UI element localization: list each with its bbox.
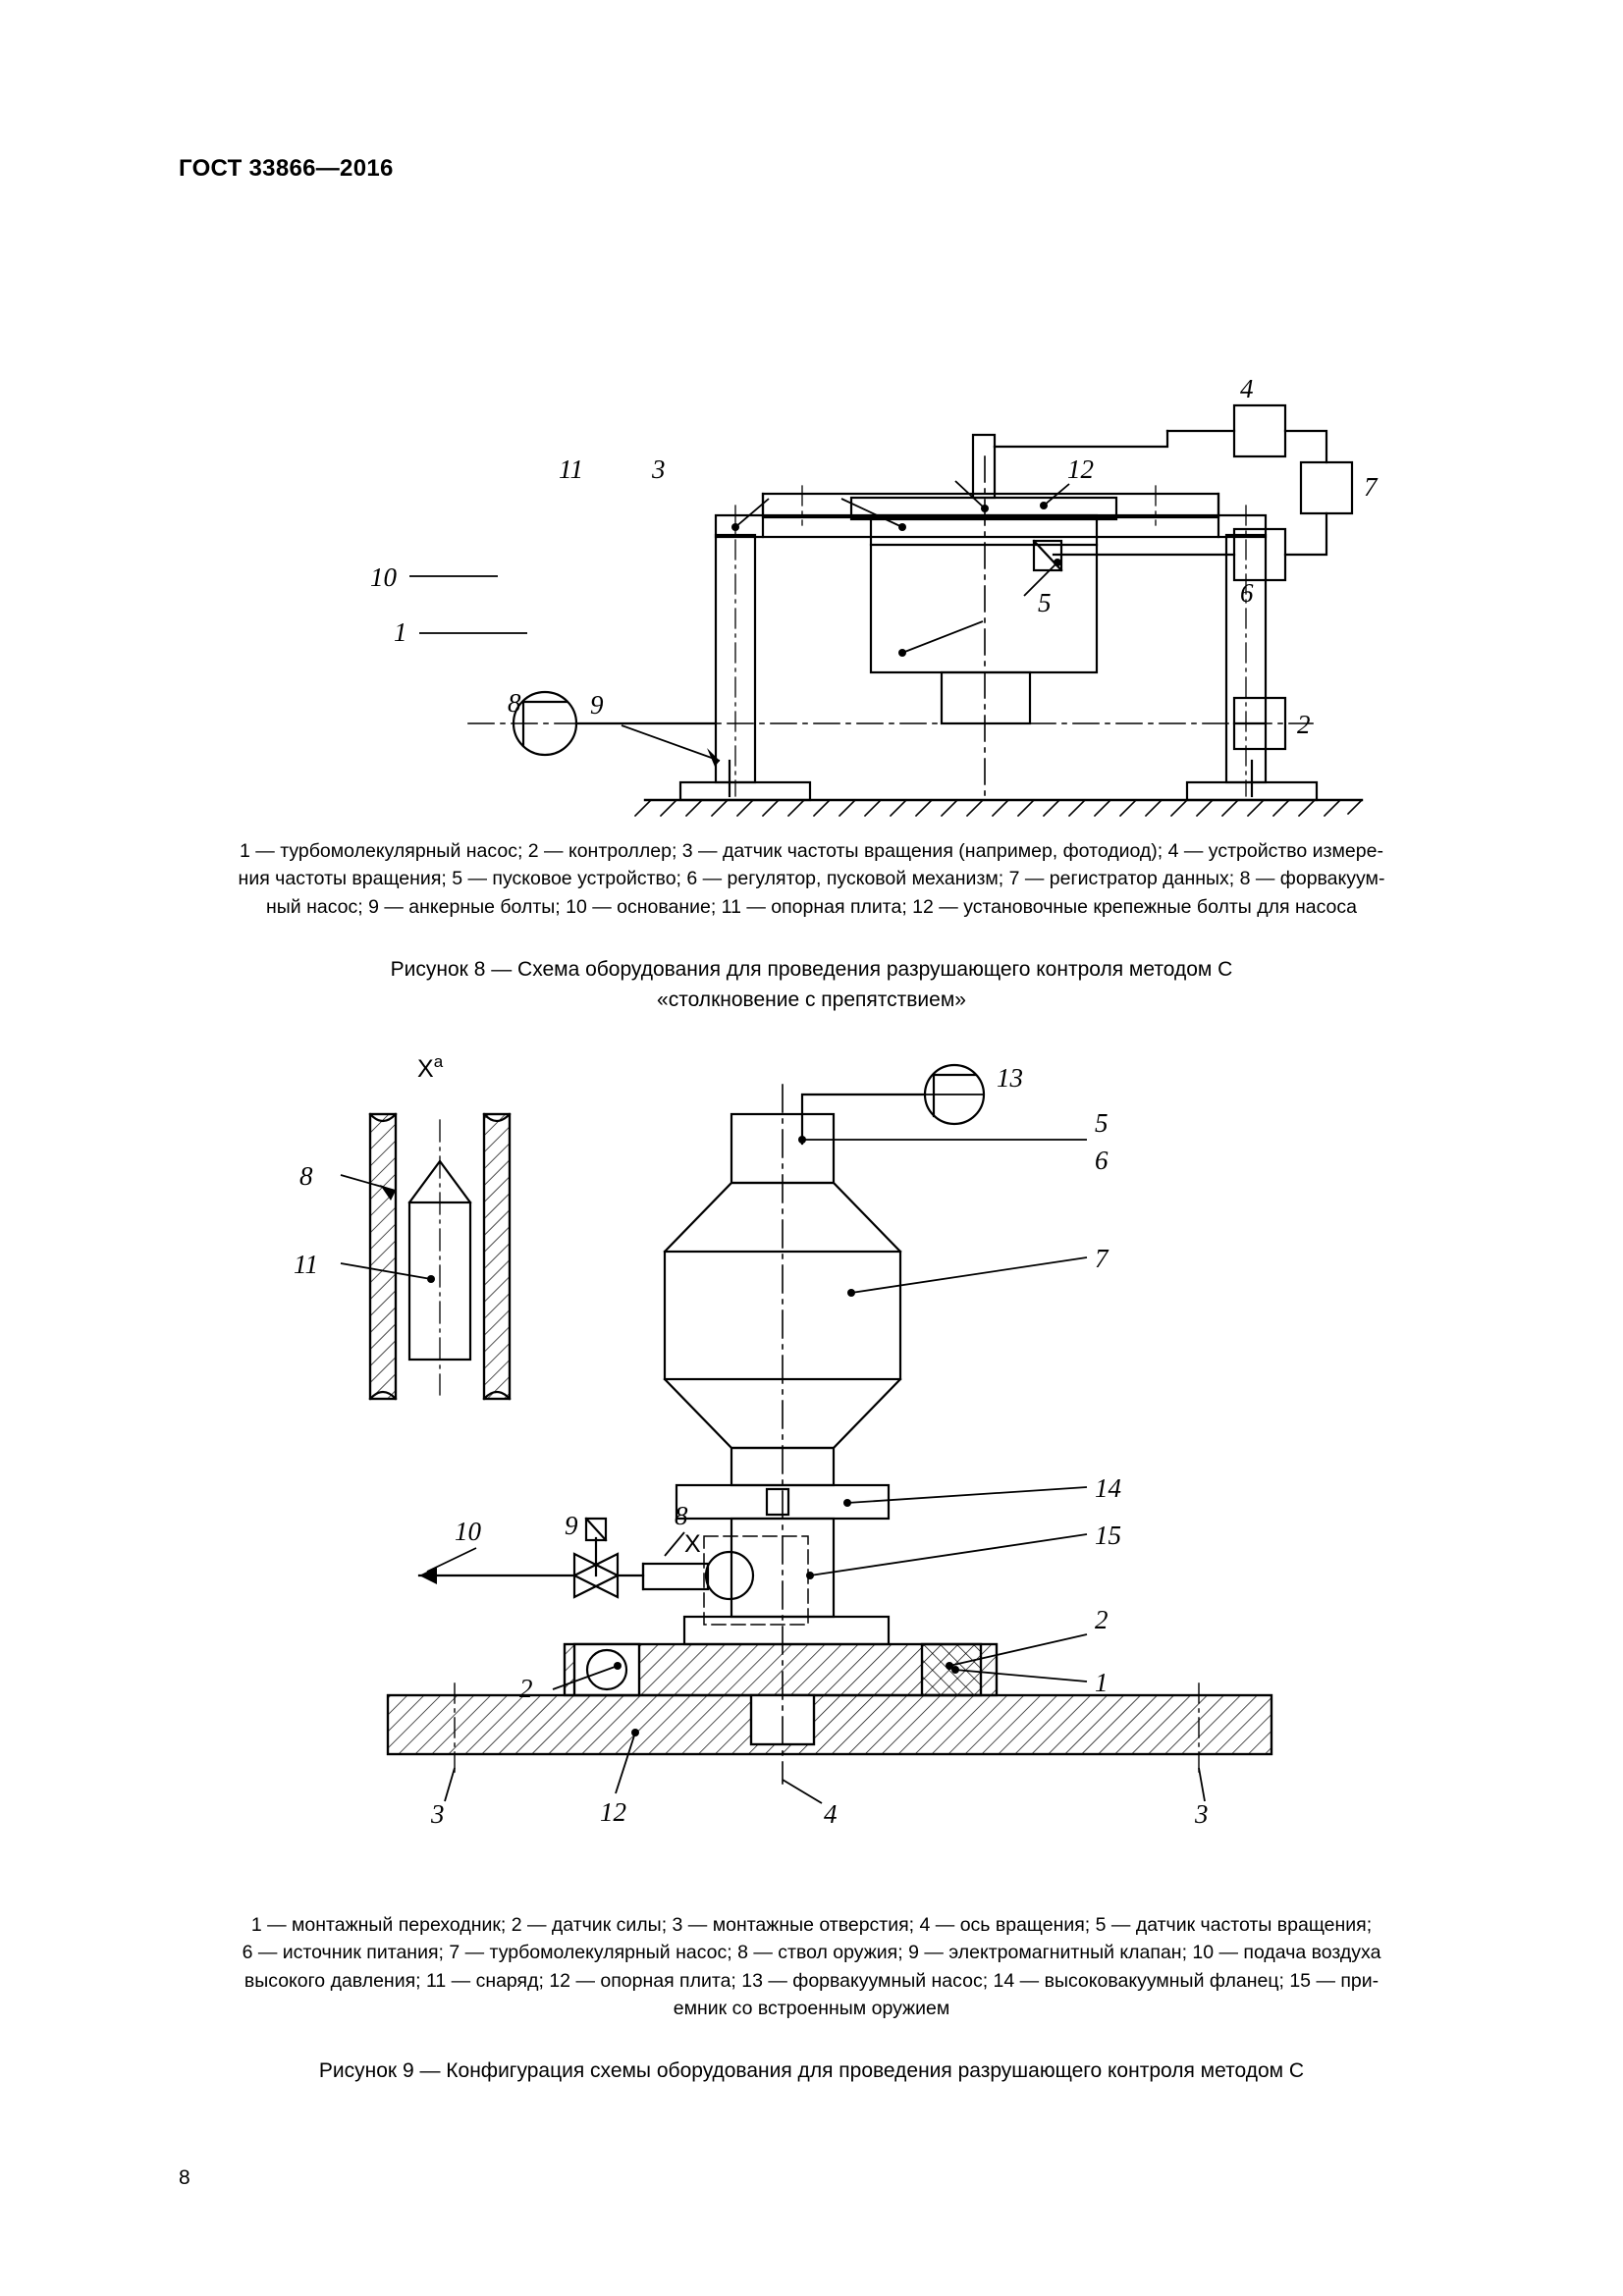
figure9-label-12: 12 — [599, 1797, 626, 1827]
figure-8-caption — [179, 837, 1445, 921]
figure-9 — [0, 1045, 1623, 2087]
figure-9-caption-line4: емник со встроенным оружием — [673, 1997, 950, 2019]
figure8-label-5: 5 — [1037, 588, 1051, 617]
figure-9-caption-line2: 6 — источник питания; 7 — турбомолекулярный насос; 8 — ствол оружия; 9 — электромагнитный клапан; 10 — подача воздуха — [242, 1942, 1381, 1964]
figure-9-caption-line3: высокого давления; 11 — снаряд; 12 — опорная плита; 13 — форвакуумный насос; 14 — высоковакуумный фланец; 15 — при- — [243, 1969, 1380, 1992]
figure8-label-1: 1 — [393, 617, 406, 647]
figure9-label-15: 15 — [1094, 1521, 1121, 1550]
figure8-label-9: 9 — [589, 690, 603, 720]
figure8-label-10: 10 — [369, 562, 397, 592]
figure-9-drawing — [174, 1045, 1450, 1890]
figure-9-title-line1: Рисунок 9 — Конфигурация схемы оборудования для проведения разрушающего контроля методом C — [318, 2059, 1305, 2083]
figure9-callout-x: X — [683, 1530, 701, 1558]
figure9-label-1: 1 — [1094, 1668, 1108, 1697]
figure-8 — [0, 211, 1623, 1016]
figure8-label-6: 6 — [1239, 578, 1253, 608]
figure9-label-9: 9 — [564, 1511, 577, 1540]
figure9-label-8b: 8 — [674, 1501, 687, 1530]
figure9-callout-xa: $X^а$ — [416, 1052, 443, 1083]
figure9-label-5: 5 — [1094, 1108, 1108, 1138]
figure9-label-6: 6 — [1094, 1146, 1108, 1175]
figure9-label-3b: 3 — [1194, 1799, 1208, 1829]
figure-8-caption-line3: ный насос; 9 — анкерные болты; 10 — основание; 11 — опорная плита; 12 — установочные крепежные болты для насоса — [265, 895, 1357, 918]
figure8-label-7: 7 — [1363, 472, 1377, 502]
figure8-label-8: 8 — [507, 688, 520, 718]
figure9-label-3a: 3 — [430, 1799, 444, 1829]
figure-8-title — [179, 954, 1445, 1016]
standard-header: ГОСТ 33866—2016 — [179, 155, 394, 182]
figure-9-caption-line1: 1 — монтажный переходник; 2 — датчик силы; 3 — монтажные отверстия; 4 — ось вращения; 5 — датчик частоты вращения; — [250, 1914, 1373, 1936]
figure9-label-2b: 2 — [1094, 1605, 1108, 1634]
figure-8-caption-line1: 1 — турбомолекулярный насос; 2 — контроллер; 3 — датчик частоты вращения (например, фотодиод); 4 — устройство измере- — [240, 840, 1383, 862]
figure8-label-3: 3 — [651, 454, 665, 484]
figure-9-title — [179, 2056, 1445, 2087]
figure8-label-12: 12 — [1066, 454, 1094, 484]
figure9-label-13: 13 — [996, 1063, 1023, 1093]
page-number: 8 — [179, 2166, 190, 2189]
figure-9-caption — [179, 1911, 1445, 2022]
figure8-label-2: 2 — [1296, 710, 1310, 739]
figure-8-title-line2: «столкновение с препятствием» — [657, 988, 966, 1012]
figure-8-drawing — [174, 211, 1450, 820]
figure9-label-7: 7 — [1094, 1244, 1108, 1273]
figure9-label-10: 10 — [454, 1517, 481, 1546]
figure9-label-14: 14 — [1094, 1473, 1121, 1503]
figure9-label-11: 11 — [293, 1250, 318, 1279]
figure9-label-2a: 2 — [518, 1674, 532, 1703]
figure9-label-8: 8 — [298, 1161, 312, 1191]
figure-8-title-line1: Рисунок 8 — Схема оборудования для проведения разрушающего контроля методом C — [390, 957, 1233, 981]
figure9-label-4: 4 — [823, 1799, 837, 1829]
figure8-label-4: 4 — [1239, 374, 1253, 403]
figure-8-caption-line2: ния частоты вращения; 5 — пусковое устройство; 6 — регулятор, пусковой механизм; 7 — регистратор данных; 8 — форвакуум- — [238, 868, 1385, 890]
figure8-label-11: 11 — [558, 454, 583, 484]
